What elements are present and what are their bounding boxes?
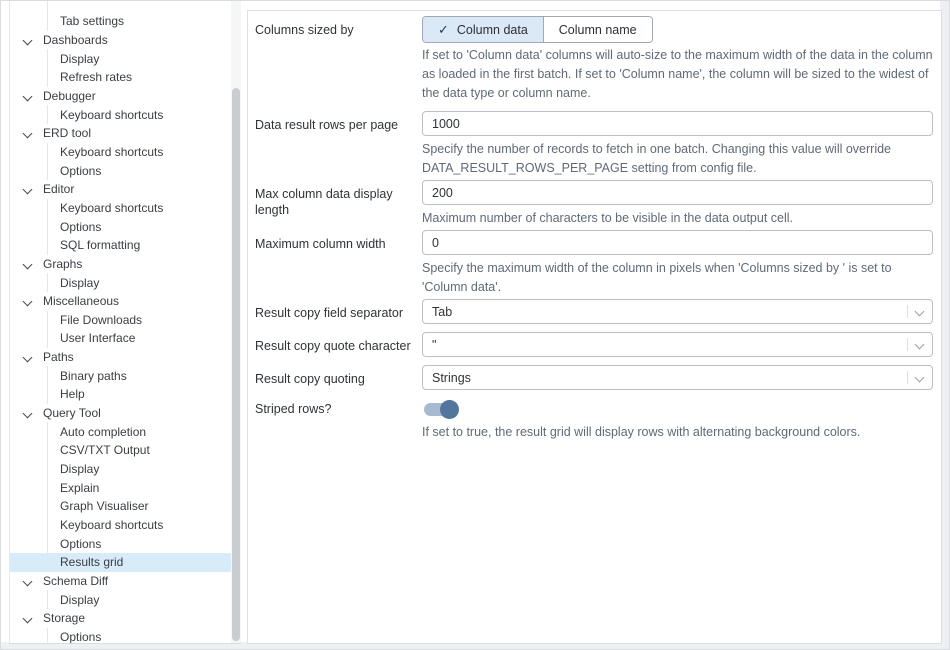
- tree-item-display[interactable]: [10, 590, 231, 609]
- max-column-width-input[interactable]: [422, 230, 933, 255]
- max-display-length-input[interactable]: [422, 180, 933, 205]
- tree-item-options[interactable]: [10, 161, 231, 180]
- sidebar-scrollbar[interactable]: [231, 1, 241, 644]
- tree-item-label: Keyboard shortcuts: [60, 200, 164, 215]
- tree-item-label: Display: [60, 275, 100, 290]
- tree-indent-guide: [47, 273, 48, 292]
- tree-indent-guide: [47, 497, 48, 516]
- tree-item-label: SQL formatting: [60, 238, 141, 253]
- tree-item-label: Editor: [43, 182, 75, 197]
- quote-character-value: ": [432, 337, 437, 352]
- tree-item-label: Debugger: [43, 88, 96, 103]
- tree-indent-guide: [47, 385, 48, 404]
- tree-indent-guide: [47, 628, 48, 644]
- tree-item-label: Display: [60, 462, 100, 477]
- tree-item-storage[interactable]: [10, 609, 231, 628]
- setting-help-text: If set to true, the result grid will display rows with alternating background colors.: [422, 425, 861, 439]
- tree-indent-guide: [47, 329, 48, 348]
- tree-item-options[interactable]: [10, 217, 231, 236]
- tree-item-label: Options: [60, 163, 102, 178]
- tree-item-binary-paths[interactable]: [10, 366, 231, 385]
- striped-rows-toggle[interactable]: [422, 400, 459, 419]
- tree-item-refresh-rates[interactable]: [10, 68, 231, 87]
- quote-character-select[interactable]: [422, 332, 933, 357]
- tree-item-keyboard-shortcuts[interactable]: [10, 516, 231, 535]
- tree-item-label: User Interface: [60, 331, 136, 346]
- chevron-down-icon[interactable]: [915, 307, 925, 317]
- chevron-down-icon[interactable]: [915, 373, 925, 383]
- setting-help-text: If set to 'Column data' columns will auto-size to the maximum width of the data in the column as loaded in the first batch. If set to 'Column name', the column will be sized to the widest of the data type or column name.: [422, 48, 933, 100]
- column-name-button-label: Column name: [558, 22, 637, 37]
- chevron-down-icon[interactable]: [23, 296, 33, 306]
- tree-item-user-interface[interactable]: [10, 329, 231, 348]
- tree-item-label: Display: [60, 592, 100, 607]
- chevron-down-icon[interactable]: [23, 128, 33, 138]
- tree-item-graphs[interactable]: [10, 255, 231, 274]
- tree-item-options[interactable]: [10, 628, 231, 644]
- tree-item-display[interactable]: [10, 273, 231, 292]
- tree-item-label: Explain: [60, 480, 100, 495]
- tree-item-label: CSV/TXT Output: [60, 443, 150, 458]
- tree-indent-guide: [47, 534, 48, 553]
- setting-row-quote-character: [254, 332, 937, 357]
- tree-item-keyboard-shortcuts[interactable]: [10, 199, 231, 218]
- tree-item-label: Results grid: [60, 555, 124, 570]
- tree-item-debugger[interactable]: [10, 87, 231, 106]
- tree-item-label: Binary paths: [60, 368, 127, 383]
- toggle-thumb[interactable]: [440, 400, 459, 419]
- setting-label: Striped rows?: [255, 402, 332, 416]
- tree-item-label: Display: [60, 51, 100, 66]
- tree-item-label: Options: [60, 629, 102, 644]
- chevron-down-icon[interactable]: [23, 576, 33, 586]
- setting-row-striped-rows: [254, 398, 937, 442]
- tree-item-label: Options: [60, 536, 102, 551]
- tree-item-file-downloads[interactable]: [10, 311, 231, 330]
- tree-indent-guide: [47, 366, 48, 385]
- chevron-down-icon[interactable]: [23, 259, 33, 269]
- tree-item-query-tool[interactable]: [10, 404, 231, 423]
- tree-item-label: Auto completion: [60, 424, 147, 439]
- tree-item-label: Keyboard shortcuts: [60, 107, 164, 122]
- tree-indent-guide: [47, 105, 48, 124]
- tree-item-keyboard-shortcuts[interactable]: [10, 105, 231, 124]
- column-name-button[interactable]: [544, 17, 652, 42]
- tree-item-label: Options: [60, 219, 102, 234]
- tree-item-help[interactable]: [10, 385, 231, 404]
- tree-item-label: Graph Visualiser: [60, 499, 149, 514]
- tree-item-label: ERD tool: [43, 126, 92, 141]
- tree-item-label: Keyboard shortcuts: [60, 144, 164, 159]
- tree-item-label: Graphs: [43, 256, 83, 271]
- tree-indent-guide: [47, 590, 48, 609]
- tree-indent-guide: [47, 143, 48, 162]
- results-grid-settings-panel: [247, 10, 942, 644]
- tree-clipped-row: [10, 1, 231, 12]
- tree-item-label: Schema Diff: [43, 574, 109, 589]
- setting-label: Data result rows per page: [255, 118, 399, 132]
- tree-item-label: Refresh rates: [60, 70, 133, 85]
- setting-help-text: Maximum number of characters to be visible in the data output cell.: [422, 211, 794, 225]
- tree-item-label: Dashboards: [43, 32, 108, 47]
- setting-label: Maximum column width: [255, 237, 386, 251]
- tree-indent-guide: [47, 68, 48, 87]
- tree-indent-guide: [47, 311, 48, 330]
- tree-indent-guide: [47, 49, 48, 68]
- field-separator-value: Tab: [432, 304, 453, 319]
- sidebar-scrollbar-thumb[interactable]: [232, 88, 240, 641]
- tree-item-editor[interactable]: [10, 180, 231, 199]
- setting-row-columns-sized-by: [254, 16, 937, 103]
- tree-indent-guide: [47, 553, 48, 572]
- tree-item-label: Help: [60, 387, 85, 402]
- column-data-button-label: Column data: [456, 22, 528, 37]
- chevron-down-icon[interactable]: [23, 408, 33, 418]
- setting-row-max-display-length: [254, 180, 937, 228]
- tree-item-csv-txt-output[interactable]: [10, 441, 231, 460]
- setting-row-field-separator: [254, 299, 937, 324]
- tree-item-label: File Downloads: [60, 312, 143, 327]
- tree-item-explain[interactable]: [10, 478, 231, 497]
- setting-label: Result copy quote character: [255, 339, 411, 353]
- tree-item-label: Keyboard shortcuts: [60, 518, 164, 533]
- setting-help-text: Specify the number of records to fetch in one batch. Changing this value will override DATA_RESULT_ROWS_PER_PAGE setting from config file.: [422, 142, 892, 175]
- setting-row-copy-quoting: [254, 365, 937, 390]
- setting-label: Result copy quoting: [255, 372, 365, 386]
- tree-item-options[interactable]: [10, 534, 231, 553]
- chevron-down-icon[interactable]: [915, 340, 925, 350]
- preferences-tree-sidebar: [9, 1, 241, 644]
- chevron-down-icon[interactable]: [23, 91, 33, 101]
- tree-indent-guide: [47, 422, 48, 441]
- tree-item-label: Storage: [43, 611, 86, 626]
- copy-quoting-value: Strings: [432, 370, 471, 385]
- tree-item-display[interactable]: [10, 49, 231, 68]
- tree-indent-guide: [47, 217, 48, 236]
- tree-item-label: Miscellaneous: [43, 294, 120, 309]
- setting-help-text: Specify the maximum width of the column in pixels when 'Columns sized by ' is set to 'Column data'.: [422, 261, 892, 294]
- chevron-down-icon[interactable]: [23, 352, 33, 362]
- tree-indent-guide: [47, 12, 48, 31]
- tree-item-results-grid[interactable]: [10, 553, 231, 572]
- tree-item-keyboard-shortcuts[interactable]: [10, 143, 231, 162]
- tree-item-label: Query Tool: [43, 406, 101, 421]
- chevron-down-icon[interactable]: [23, 614, 33, 624]
- field-separator-select[interactable]: [422, 299, 933, 324]
- tree-item-miscellaneous[interactable]: [10, 292, 231, 311]
- setting-row-max-column-width: [254, 230, 937, 297]
- tree-item-display[interactable]: [10, 460, 231, 479]
- tree-indent-guide: [47, 516, 48, 535]
- tree-item-label: Paths: [43, 350, 74, 365]
- preferences-tree: [10, 1, 231, 644]
- copy-quoting-select[interactable]: [422, 365, 933, 390]
- tree-item-graph-visualiser[interactable]: [10, 497, 231, 516]
- tree-indent-guide: [47, 1, 48, 12]
- tree-indent-guide: [47, 460, 48, 479]
- check-icon: ✓: [438, 21, 449, 37]
- tree-indent-guide: [47, 236, 48, 255]
- tree-indent-guide: [47, 478, 48, 497]
- tree-indent-guide: [47, 161, 48, 180]
- tree-item-dashboards[interactable]: [10, 31, 231, 50]
- tree-item-auto-completion[interactable]: [10, 422, 231, 441]
- tree-indent-guide: [47, 441, 48, 460]
- setting-label: Columns sized by: [255, 23, 354, 37]
- chevron-down-icon[interactable]: [23, 35, 33, 45]
- setting-label: Max column data display length: [255, 187, 393, 217]
- select-divider: [907, 338, 908, 351]
- setting-row-rows-per-page: [254, 111, 937, 178]
- tree-item-erd-tool[interactable]: [10, 124, 231, 143]
- tree-item-paths[interactable]: [10, 348, 231, 367]
- tree-item-tab-settings[interactable]: [10, 12, 231, 31]
- tree-item-sql-formatting[interactable]: [10, 236, 231, 255]
- tree-indent-guide: [47, 199, 48, 218]
- select-divider: [907, 371, 908, 384]
- columns-sized-by-toggle-group: [422, 16, 653, 43]
- chevron-down-icon[interactable]: [23, 184, 33, 194]
- setting-label: Result copy field separator: [255, 306, 403, 320]
- rows-per-page-input[interactable]: [422, 111, 933, 136]
- tree-item-label: Tab settings: [60, 14, 125, 29]
- select-divider: [907, 305, 908, 318]
- tree-item-schema-diff[interactable]: [10, 572, 231, 591]
- column-data-button[interactable]: [423, 17, 544, 42]
